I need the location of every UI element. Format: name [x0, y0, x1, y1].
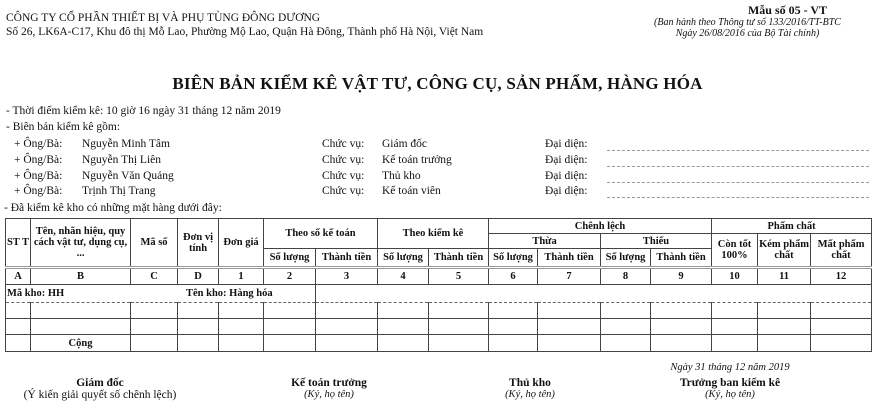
- cell[interactable]: [538, 335, 601, 352]
- table-row: [6, 303, 872, 319]
- header-difference: Chênh lệch: [489, 219, 712, 234]
- member-rep-label: Đại diện:: [545, 154, 588, 166]
- warehouse-name-cell: [186, 285, 872, 303]
- cell[interactable]: [131, 303, 178, 319]
- cell[interactable]: [6, 303, 31, 319]
- header-good: Còn tốt 100%: [712, 234, 758, 268]
- cell[interactable]: [811, 303, 872, 319]
- signature-note: (Ký, họ tên): [705, 389, 755, 400]
- header-count-qty: Số lượng: [378, 249, 429, 268]
- cell[interactable]: [758, 335, 811, 352]
- header-books-qty: Số lượng: [264, 249, 316, 268]
- index-cell: 3: [316, 268, 378, 285]
- index-cell: 9: [651, 268, 712, 285]
- member-position-label: Chức vụ:: [322, 154, 365, 166]
- header-books-amount: Thành tiền: [316, 249, 378, 268]
- cell[interactable]: [219, 335, 264, 352]
- cell[interactable]: [316, 335, 378, 352]
- inventory-time: - Thời điểm kiểm kê: 10 giờ 16 ngày 31 tháng 12 năm 2019: [6, 105, 281, 117]
- cell[interactable]: [429, 319, 489, 335]
- signature-role: Thủ kho: [509, 377, 551, 389]
- header-quality: Phẩm chất: [712, 219, 872, 234]
- member-rep-label: Đại diện:: [545, 185, 588, 197]
- cell[interactable]: [811, 319, 872, 335]
- cell[interactable]: [178, 303, 219, 319]
- signature-block-storekeeper: [430, 377, 630, 400]
- index-cell: 1: [219, 268, 264, 285]
- header-surplus-amount: Thành tiền: [538, 249, 601, 268]
- cell[interactable]: [378, 303, 429, 319]
- cell[interactable]: [601, 319, 651, 335]
- cell[interactable]: [316, 319, 378, 335]
- cell[interactable]: [538, 319, 601, 335]
- index-cell: A: [6, 268, 31, 285]
- cell[interactable]: [264, 335, 316, 352]
- index-cell: C: [131, 268, 178, 285]
- warehouse-row: [6, 285, 872, 303]
- cell[interactable]: [378, 335, 429, 352]
- signature-block-inventory-head: [630, 377, 830, 400]
- cell[interactable]: [131, 319, 178, 335]
- signature-role: Giám đốc: [76, 377, 124, 389]
- header-by-count: Theo kiểm kê: [378, 219, 489, 249]
- cell[interactable]: [811, 335, 872, 352]
- cell[interactable]: [712, 303, 758, 319]
- signing-date: Ngày 31 tháng 12 năm 2019: [670, 362, 790, 373]
- header-stt: ST T: [6, 219, 31, 268]
- cell[interactable]: [489, 319, 538, 335]
- cell[interactable]: [712, 319, 758, 335]
- member-position: Kế toán trưởng: [382, 154, 452, 166]
- header-unit: Đơn vị tính: [178, 219, 219, 268]
- cell[interactable]: [219, 303, 264, 319]
- cell[interactable]: [601, 303, 651, 319]
- form-number: Mẫu số 05 - VT: [747, 3, 828, 17]
- index-cell: 6: [489, 268, 538, 285]
- header-shortage-qty: Số lượng: [601, 249, 651, 268]
- header-code: Mã số: [131, 219, 178, 268]
- form-reference: [620, 17, 875, 39]
- member-rep-field[interactable]: [607, 181, 869, 183]
- cell[interactable]: [758, 319, 811, 335]
- header-shortage-amount: Thành tiền: [651, 249, 712, 268]
- member-position-label: Chức vụ:: [322, 170, 365, 182]
- member-prefix: + Ông/Bà:: [14, 170, 63, 182]
- company-name: CÔNG TY CỔ PHẦN THIẾT BỊ VÀ PHỤ TÙNG ĐÔNG DƯƠNG: [6, 12, 321, 24]
- members-intro: - Biên bản kiểm kê gồm:: [6, 121, 121, 133]
- cell[interactable]: [178, 319, 219, 335]
- header-surplus-qty: Số lượng: [489, 249, 538, 268]
- member-position-label: Chức vụ:: [322, 185, 365, 197]
- warehouse-name: Tên kho: Hàng hóa: [186, 288, 273, 299]
- cell[interactable]: [651, 303, 712, 319]
- member-position: Giám đốc: [382, 138, 428, 150]
- signature-block-director: [0, 377, 200, 401]
- cell[interactable]: [429, 303, 489, 319]
- items-intro: - Đã kiểm kê kho có những mặt hàng dưới đây:: [4, 202, 222, 214]
- header-item-name: Tên, nhãn hiệu, quy cách vật tư, dụng cụ, ...: [31, 219, 131, 268]
- member-rep-field[interactable]: [607, 196, 869, 198]
- header-by-books: Theo sổ kế toán: [264, 219, 378, 249]
- cell[interactable]: [31, 303, 131, 319]
- member-rep-label: Đại diện:: [545, 170, 588, 182]
- index-cell: 7: [538, 268, 601, 285]
- cell[interactable]: [6, 319, 31, 335]
- member-name: Trịnh Thị Trang: [82, 185, 156, 197]
- cell[interactable]: [31, 319, 131, 335]
- cell[interactable]: [651, 335, 712, 352]
- table-row: [6, 319, 872, 335]
- member-rep-label: Đại diện:: [545, 138, 588, 150]
- member-position-label: Chức vụ:: [322, 138, 365, 150]
- cell[interactable]: [758, 303, 811, 319]
- header-poor: Kém phẩm chất: [758, 234, 811, 268]
- index-cell: 8: [601, 268, 651, 285]
- cell[interactable]: [489, 303, 538, 319]
- header-surplus: Thừa: [489, 234, 601, 249]
- index-cell: 12: [811, 268, 872, 285]
- header-count-amount: Thành tiền: [429, 249, 489, 268]
- total-label: Cộng: [31, 335, 131, 352]
- cell[interactable]: [264, 303, 316, 319]
- cell[interactable]: [651, 319, 712, 335]
- member-prefix: + Ông/Bà:: [14, 138, 63, 150]
- member-name: Nguyễn Văn Quảng: [82, 170, 174, 182]
- signature-role: Kế toán trưởng: [291, 377, 367, 389]
- member-name: Nguyễn Thị Liên: [82, 154, 161, 166]
- member-rep-field[interactable]: [607, 165, 869, 167]
- index-cell: D: [178, 268, 219, 285]
- column-index-row: [6, 268, 872, 285]
- signature-note: (Ý kiến giải quyết số chênh lệch): [23, 389, 177, 401]
- company-address: Số 26, LK6A-C17, Khu đô thị Mỗ Lao, Phường Mộ Lao, Quận Hà Đông, Thành phố Hà Nội, Việt Nam: [6, 26, 484, 38]
- index-cell: 5: [429, 268, 489, 285]
- cell[interactable]: [601, 335, 651, 352]
- form-reference-line-2: Ngày 26/08/2016 của Bộ Tài chính): [675, 28, 820, 39]
- warehouse-code: Mã kho: HH: [6, 285, 316, 303]
- member-prefix: + Ông/Bà:: [14, 185, 63, 197]
- cell[interactable]: [131, 335, 178, 352]
- cell[interactable]: [219, 319, 264, 335]
- document-title: BIÊN BẢN KIỂM KÊ VẬT TƯ, CÔNG CỤ, SẢN PHẨM, HÀNG HÓA: [172, 74, 703, 93]
- cell[interactable]: [264, 319, 316, 335]
- inventory-table: [5, 218, 872, 352]
- index-cell: 11: [758, 268, 811, 285]
- index-cell: 4: [378, 268, 429, 285]
- member-position: Kế toán viên: [382, 185, 441, 197]
- signature-block-chief-accountant: [229, 377, 429, 400]
- header-shortage: Thiếu: [601, 234, 712, 249]
- index-cell: 10: [712, 268, 758, 285]
- cell: [6, 335, 31, 352]
- signature-note: (Ký, họ tên): [304, 389, 354, 400]
- member-rep-field[interactable]: [607, 149, 869, 151]
- cell[interactable]: [316, 303, 378, 319]
- cell[interactable]: [489, 335, 538, 352]
- signature-note: (Ký, họ tên): [505, 389, 555, 400]
- form-reference-line-1: (Ban hành theo Thông tư số 133/2016/TT-BTC: [654, 17, 841, 28]
- cell[interactable]: [429, 335, 489, 352]
- cell[interactable]: [378, 319, 429, 335]
- member-position: Thủ kho: [382, 170, 421, 182]
- cell[interactable]: [712, 335, 758, 352]
- index-cell: 2: [264, 268, 316, 285]
- total-row: [6, 335, 872, 352]
- member-name: Nguyễn Minh Tâm: [82, 138, 170, 150]
- member-prefix: + Ông/Bà:: [14, 154, 63, 166]
- signature-role: Trưởng ban kiểm kê: [679, 377, 781, 389]
- cell[interactable]: [538, 303, 601, 319]
- index-cell: B: [31, 268, 131, 285]
- header-lost: Mất phẩm chất: [811, 234, 872, 268]
- cell[interactable]: [178, 335, 219, 352]
- header-unit-price: Đơn giá: [219, 219, 264, 268]
